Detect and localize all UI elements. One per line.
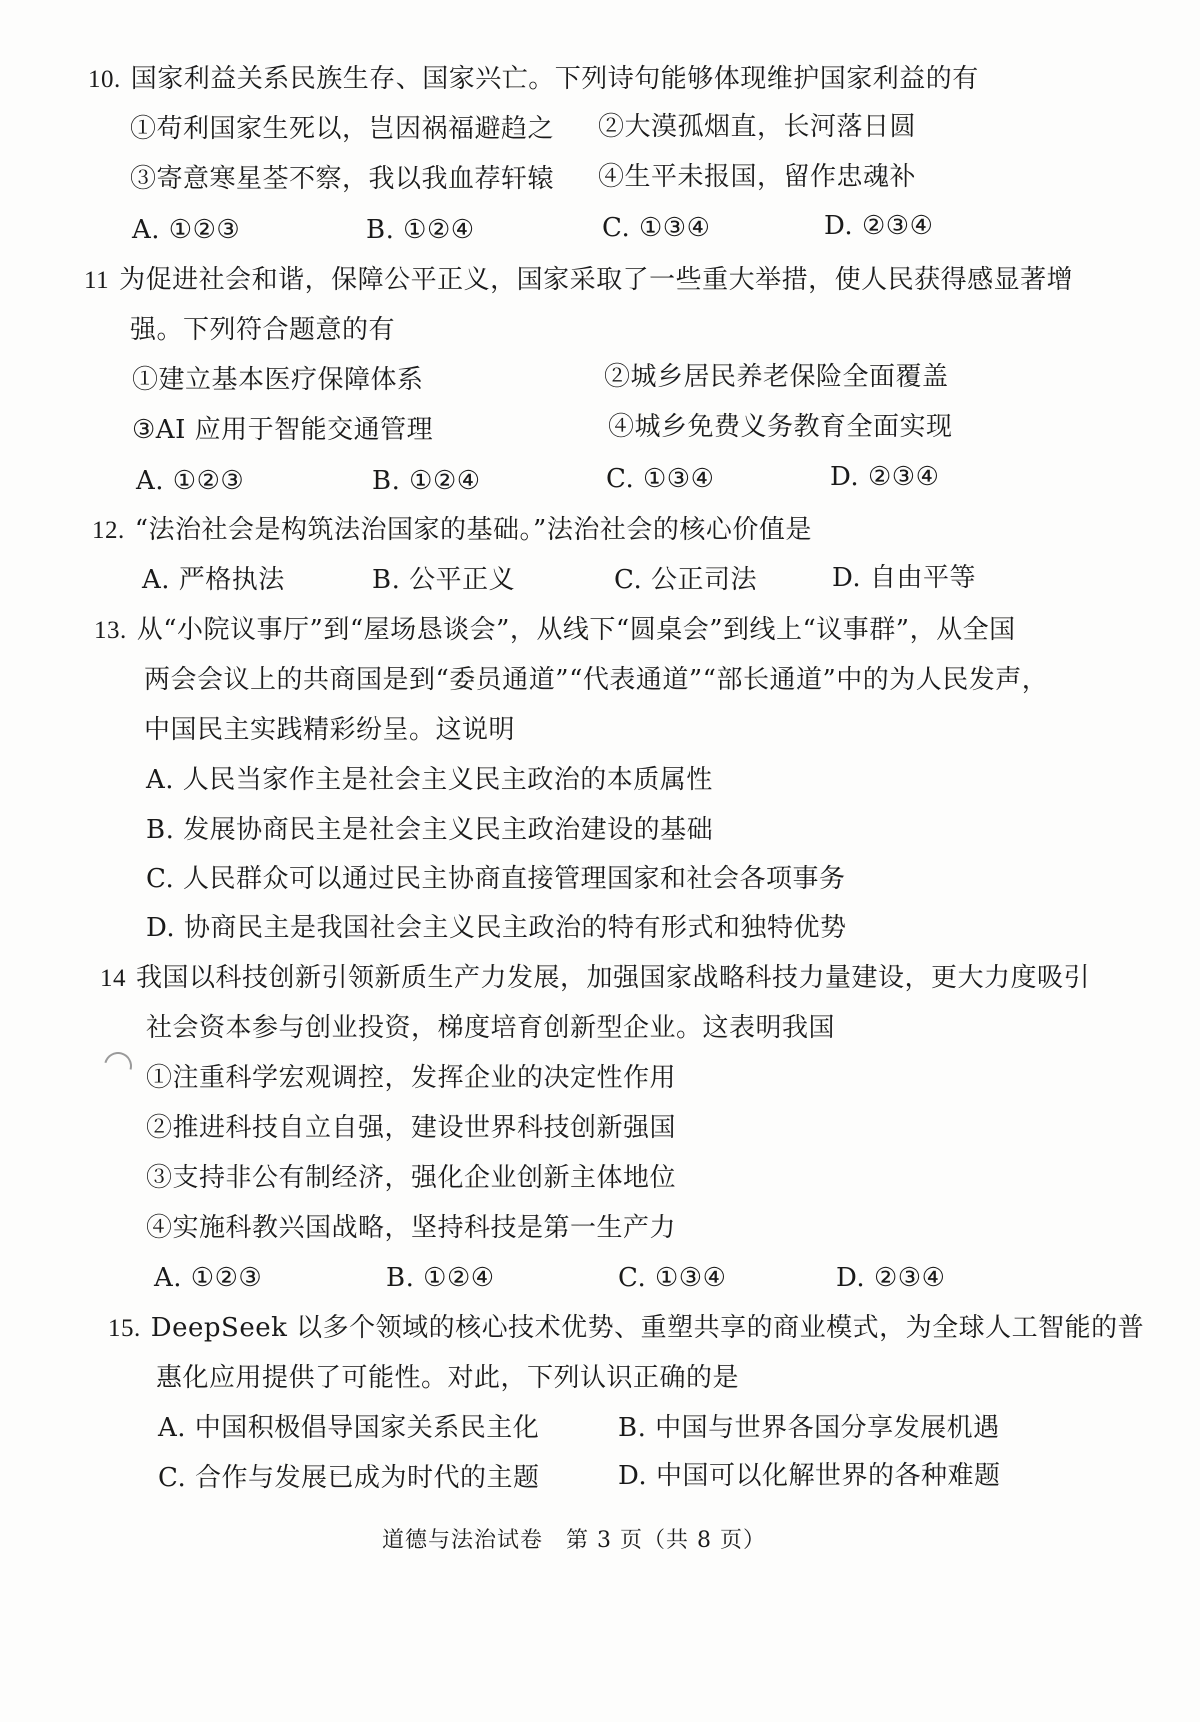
question-10-statement-1: ①苟利国家生死以，岂因祸福避趋之 [130, 114, 555, 144]
question-12-option-d[interactable]: D. 自由平等 [832, 563, 976, 593]
question-14-option-d[interactable]: D. ②③④ [836, 1263, 946, 1293]
question-14-statement-4: ④实施科教兴国战略，坚持科技是第一生产力 [146, 1213, 677, 1243]
question-11-option-d[interactable]: D. ②③④ [830, 462, 940, 492]
question-14-stem-line-1 [100, 961, 1090, 996]
question-11-stem-line-2: 强。下列符合题意的有 [130, 315, 396, 345]
question-14-statement-1: ①注重科学宏观调控，发挥企业的决定性作用 [146, 1063, 677, 1093]
question-12-option-b[interactable]: B. 公平正义 [372, 565, 516, 595]
question-11-statement-2: ②城乡居民养老保险全面覆盖 [604, 362, 949, 392]
question-15-option-a[interactable]: A. 中国积极倡导国家关系民主化 [158, 1413, 540, 1443]
question-13-option-a[interactable]: A. 人民当家作主是社会主义民主政治的本质属性 [146, 765, 713, 795]
question-11-option-a[interactable]: A. ①②③ [136, 466, 245, 496]
question-10-statement-3: ③寄意寒星荃不察，我以我血荐轩辕 [130, 164, 555, 194]
question-11-option-b[interactable]: B. ①②④ [372, 466, 481, 496]
question-14-option-b[interactable]: B. ①②④ [386, 1263, 495, 1293]
page-footer: 道德与法治试卷 第 3 页（共 8 页） [382, 1528, 766, 1553]
question-10-statement-4: ④生平未报国，留作忠魂补 [598, 162, 917, 192]
question-15-option-d[interactable]: D. 中国可以化解世界的各种难题 [618, 1461, 1001, 1491]
question-11-statement-1: ①建立基本医疗保障体系 [132, 365, 424, 395]
question-14-statement-2: ②推进科技自立自强，建设世界科技创新强国 [146, 1113, 677, 1143]
question-15-option-c[interactable]: C. 合作与发展已成为时代的主题 [158, 1463, 540, 1493]
question-number: 13. [94, 617, 127, 644]
question-number: 11 [84, 267, 110, 294]
question-15-stem-line-2: 惠化应用提供了可能性。对此，下列认识正确的是 [156, 1363, 740, 1393]
question-10-stem-line [88, 62, 979, 97]
question-10-option-a[interactable]: A. ①②③ [132, 215, 241, 245]
question-12-option-c[interactable]: C. 公正司法 [614, 565, 757, 595]
question-number: 14 [100, 965, 126, 992]
question-stem-text: DeepSeek 以多个领域的核心技术优势、重塑共享的商业模式，为全球人工智能的普 [150, 1313, 1145, 1343]
question-number: 10. [88, 66, 121, 93]
question-stem-text: 我国以科技创新引领新质生产力发展，加强国家战略科技力量建设，更大力度吸引 [136, 963, 1091, 993]
question-15-stem-line-1 [108, 1311, 1144, 1346]
question-11-stem-line-1 [84, 263, 1073, 298]
question-12-option-a[interactable]: A. 严格执法 [142, 565, 285, 595]
question-14-statement-3: ③支持非公有制经济，强化企业创新主体地位 [146, 1163, 677, 1193]
question-13-option-b[interactable]: B. 发展协商民主是社会主义民主政治建设的基础 [146, 815, 714, 845]
question-stem-text: 国家利益关系民族生存、国家兴亡。下列诗句能够体现维护国家利益的有 [130, 64, 979, 94]
question-12-stem-line [92, 513, 812, 548]
question-number: 15. [108, 1315, 141, 1342]
question-number: 12. [92, 517, 125, 544]
question-11-option-c[interactable]: C. ①③④ [606, 464, 715, 494]
question-11-statement-4: ④城乡免费义务教育全面实现 [608, 412, 953, 442]
question-13-stem-line-2: 两会会议上的共商国是到“委员通道”“代表通道”“部长通道”中的为人民发声， [144, 665, 1049, 695]
question-10-option-c[interactable]: C. ①③④ [602, 213, 711, 243]
question-15-option-b[interactable]: B. 中国与世界各国分享发展机遇 [618, 1413, 1000, 1443]
question-stem-text: 从“小院议事厅”到“屋场恳谈会”，从线下“圆桌会”到线上“议事群”，从全国 [136, 615, 1016, 645]
question-11-statement-3: ③AI 应用于智能交通管理 [132, 415, 434, 445]
question-13-option-d[interactable]: D. 协商民主是我国社会主义民主政治的特有形式和独特优势 [146, 913, 847, 943]
handwritten-circle-mark [99, 1047, 137, 1085]
question-10-statement-2: ②大漠孤烟直，长河落日圆 [598, 112, 917, 142]
question-14-stem-line-2: 社会资本参与创业投资，梯度培育创新型企业。这表明我国 [146, 1013, 836, 1043]
question-14-option-c[interactable]: C. ①③④ [618, 1263, 727, 1293]
question-stem-text: 为促进社会和谐，保障公平正义，国家采取了一些重大举措，使人民获得感显著增 [119, 265, 1074, 295]
question-stem-text: “法治社会是构筑法治国家的基础。”法治社会的核心价值是 [134, 515, 812, 545]
question-14-option-a[interactable]: A. ①②③ [154, 1263, 263, 1293]
question-13-stem-line-3: 中国民主实践精彩纷呈。这说明 [144, 715, 516, 745]
question-10-option-d[interactable]: D. ②③④ [824, 211, 934, 241]
question-13-option-c[interactable]: C. 人民群众可以通过民主协商直接管理国家和社会各项事务 [146, 864, 846, 894]
question-10-option-b[interactable]: B. ①②④ [366, 215, 475, 245]
question-13-stem-line-1 [94, 613, 1016, 648]
